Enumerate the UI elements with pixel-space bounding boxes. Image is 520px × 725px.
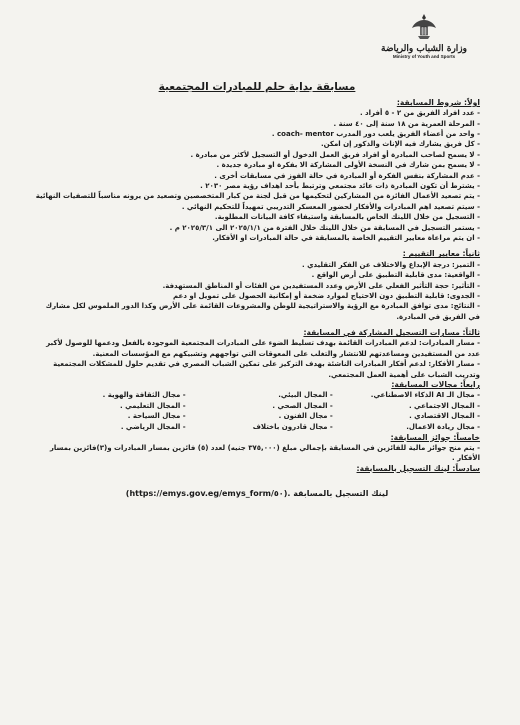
conditions-list [34,108,480,243]
section-heading-conditions: اولاً: شروط المسابقة: [396,98,480,107]
registration-link-url[interactable]: (https://emys.gov.eg/emys_form/٥٠). [125,488,291,498]
section-heading-prizes: خامساً: جوائز المسابقة: [390,432,480,442]
list-item: - لا يسمح بمن شارك في النسخة الأولى المشاركة الا بفكرة او مبادرة جديدة . [34,160,480,170]
list-item: - يشترط أن تكون المبادرة ذات عائد مجتمعي وترتبط بأحد اهداف رؤية مصر ٢٠٣٠ . [34,181,480,191]
section-heading-criteria: ثانياً: معايير التقييم : [402,249,480,259]
document-title: مسابقة بداية حلم للمبادرات المجتمعية [158,81,356,93]
list-item: - لا يسمح لصاحب المبادرة أو افراد فريق العمل الدخول أو التسجيل لأكثر من مبادرة . [34,150,480,160]
fields-grid [34,390,480,432]
section-heading-fields: رابعاً: مجالات المسابقة: [391,379,480,389]
list-item: - مسار المبادرات: لدعم المبادرات القائمة بهدف تسليط الضوء على المبادرات المجتمعية الموجودة بالفعل ودعمها للوصول لأكبر عدد من المستفيدين ومساعدتهم للانتشار والتغلب على المعوقات التي تواجههم وتشبيكهم مع المؤسسات المعنية. [34,338,480,359]
list-item: - عدم المشاركة بنفس الفكرة أو المبادرة في حالة الفوز في مسابقات أخرى . [34,171,480,181]
list-item: - يستمر التسجيل في المسابقة من خلال اللينك خلال الفترة من ٢٠٢٥/١/١ الى ٢٠٢٥/٣/١ م . [34,223,480,233]
section-heading-registration: سادساً: لينك التسجيل بالمسابقة: [356,463,480,473]
list-item: - مجال السياحة . [34,411,186,422]
list-item: - المجال الاقتصادي . [333,411,480,422]
list-item: - سيتم تصعيد اهم المبادرات والأفكار لحضور المعسكر التدريبي تمهيداً للتحكيم النهائي . [34,202,480,212]
ministry-logo [368,12,480,59]
list-item: - التميز: درجة الإبداع والاختلاف عن الفكر التقليدي . [34,260,480,270]
registration-link-line [34,488,480,499]
ministry-name-arabic: وزارة الشباب والرياضة [381,44,467,54]
document-content [34,98,480,499]
list-item: - مجال قادرون باختلاف [186,422,333,433]
list-item: - مجال ريادة الاعمال. [333,422,480,433]
list-item: - مجال الثقافة والهوية . [34,390,186,401]
list-item: - المرحلة العمرية من ١٨ سنة إلى ٤٠ سنة . [34,119,480,129]
list-item: - المجال التعليمي . [34,401,186,412]
prizes-list [34,443,480,464]
list-item: - واحد من أعضاء الفريق يلعب دور المدرب coach- mentor . [34,129,480,139]
list-item: - الواقعية: مدى قابلية التطبيق على أرض الواقع . [34,270,480,280]
tracks-list [34,338,480,380]
eagle-emblem-icon [411,12,437,42]
list-item: - المجال الرياضي . [34,422,186,433]
list-item: - المجال البيئي. [186,390,333,401]
registration-link-label: لينك التسجيل بالمسابقة [293,488,389,498]
list-item: - المجال الاجتماعي . [333,401,480,412]
criteria-list [34,260,480,322]
list-item: - التأثير: حجة التأثير الفعلي على الأرض وعدد المستفيدين من الفئات أو المناطق المستهدفة. [34,281,480,291]
list-item: - ان يتم مراعاة معايير التقييم الخاصة بالمسابقة في حالة المبادرات او الأفكار. [34,233,480,243]
list-item: - مجال الفنون . [186,411,333,422]
list-item: - المجال الصحي . [186,401,333,412]
ministry-name-english: Ministry of Youth and Sports [392,54,456,59]
list-item: - عدد افراد الفريق من ٢ - ٥ أفراد . [34,108,480,118]
list-item: - الجدوى: قابلية التطبيق دون الاحتياج لموارد ضخمة أو إمكانية الحصول على تمويل او دعم [34,291,480,301]
list-item: - مجال الـ AI الذكاء الاصطناعي. [333,390,480,401]
list-item: - يتم منح جوائز مالية للفائزين في المسابقة بإجمالي مبلغ (٣٧٥,٠٠٠ جنيه) لعدد (٥) فائزين بمسار المبادرات و(٣)فائزين بمسار الأفكار . [34,443,480,464]
list-item: - كل فريق يشارك فيه الإناث والذكور إن امكن. [34,139,480,149]
list-item: - النتائج: مدى توافق المبادرة مع الرؤية والاستراتيجية للوطن والمشروعات القائمة على الأرض وكذا الدور الملموس لكل مشارك في الفريق في المبادرة. [34,301,480,322]
list-item: - مسار الأفكار: لدعم أفكار المبادرات الناشئة بهدف التركيز على تمكين الشباب المصري في تقديم حلول للمشكلات المجتمعية وتدريب الشباب على أهمية العمل المجتمعي. [34,359,480,380]
list-item: - التسجيل من خلال اللينك الخاص بالمسابقة واستيفاء كافة البيانات المطلوبة. [34,212,480,222]
section-heading-tracks: ثالثاً: مسارات التسجيل المشاركة في المسابقة: [303,328,480,338]
list-item: - يتم تصعيد الأعمال الفائزة من المشاركين لتحكيمها من قبل لجنة من كبار المتخصصين وتصعيد من يرونه مناسباً للتصفيات النهائية [34,191,480,201]
